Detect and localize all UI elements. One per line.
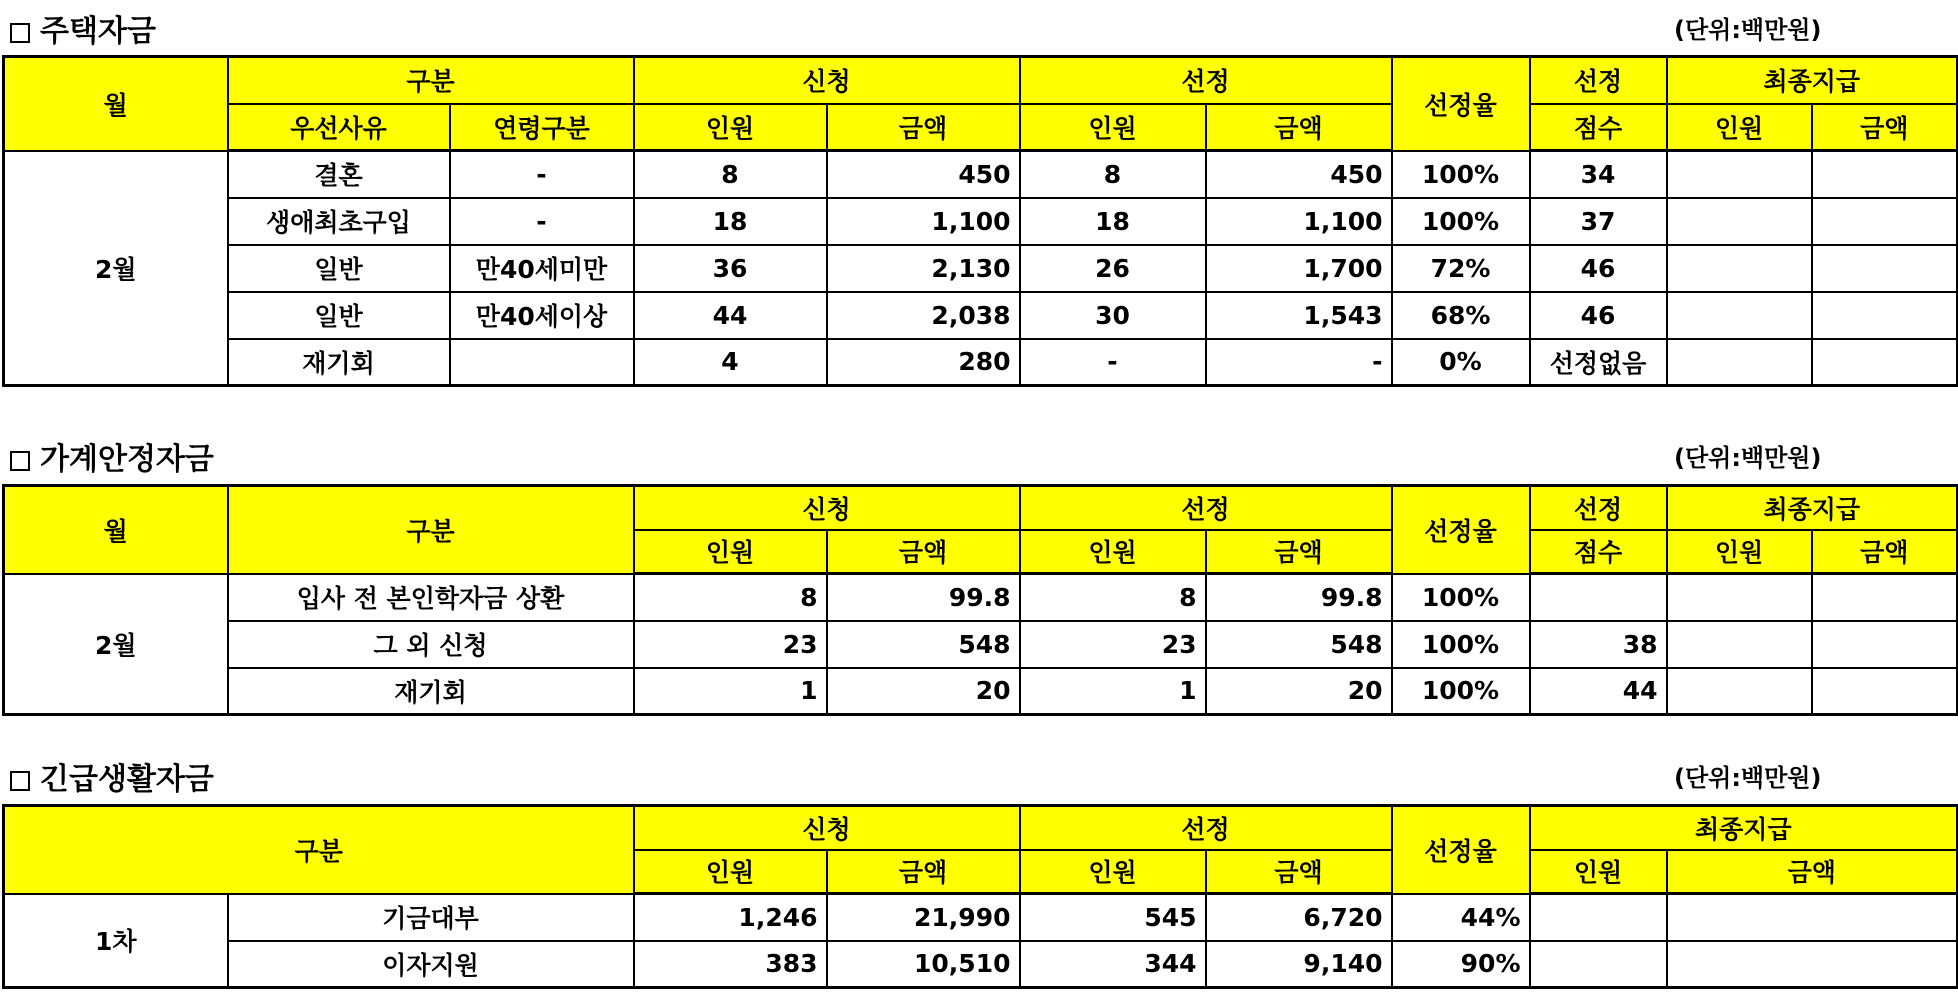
housing-table [2, 55, 1958, 387]
header-priority: 우선사유 [228, 104, 450, 151]
header-final: 최종지급 [1667, 486, 1958, 530]
emergency-header-row-1 [4, 806, 1958, 850]
final-amount-cell [1667, 894, 1958, 941]
housing-header-row-2 [4, 104, 1958, 151]
final-people-cell [1667, 151, 1812, 198]
applied-people-cell: 4 [634, 339, 827, 386]
header-applied-amount: 금액 [827, 104, 1020, 151]
final-people-cell [1530, 941, 1667, 988]
household-table [2, 484, 1958, 716]
header-age-group: 연령구분 [450, 104, 634, 151]
header-selected-people: 인원 [1020, 850, 1206, 894]
priority-cell: 일반 [228, 245, 450, 292]
selected-people-cell: 18 [1020, 198, 1206, 245]
header-final-people: 인원 [1530, 850, 1667, 894]
applied-people-cell: 383 [634, 941, 827, 988]
selected-people-cell: 23 [1020, 621, 1206, 668]
score-cell [1530, 574, 1667, 621]
category-cell: 기금대부 [228, 894, 634, 941]
rate-cell: 0% [1392, 339, 1530, 386]
selected-people-cell: - [1020, 339, 1206, 386]
final-people-cell [1667, 245, 1812, 292]
applied-people-cell: 36 [634, 245, 827, 292]
header-month: 월 [4, 57, 228, 151]
rate-cell: 100% [1392, 574, 1530, 621]
age-cell: - [450, 151, 634, 198]
priority-cell: 일반 [228, 292, 450, 339]
score-cell: 37 [1530, 198, 1667, 245]
applied-amount-cell: 10,510 [827, 941, 1020, 988]
applied-people-cell: 44 [634, 292, 827, 339]
selected-people-cell: 30 [1020, 292, 1206, 339]
final-people-cell [1667, 621, 1812, 668]
selected-people-cell: 8 [1020, 574, 1206, 621]
selected-amount-cell: 9,140 [1206, 941, 1392, 988]
category-cell: 이자지원 [228, 941, 634, 988]
score-cell: 46 [1530, 245, 1667, 292]
priority-cell: 결혼 [228, 151, 450, 198]
applied-people-cell: 1 [634, 668, 827, 715]
selected-people-cell: 26 [1020, 245, 1206, 292]
housing-section-title [10, 14, 156, 50]
selected-people-cell: 8 [1020, 151, 1206, 198]
selected-amount-cell: 6,720 [1206, 894, 1392, 941]
header-applied: 신청 [634, 486, 1020, 530]
checkbox-square-icon [10, 23, 30, 43]
applied-people-cell: 18 [634, 198, 827, 245]
selected-amount-cell: 548 [1206, 621, 1392, 668]
header-month: 월 [4, 486, 228, 574]
final-amount-cell [1812, 621, 1958, 668]
applied-amount-cell: 2,038 [827, 292, 1020, 339]
header-selected: 선정 [1020, 806, 1392, 850]
age-cell: - [450, 198, 634, 245]
header-score-bottom: 점수 [1530, 104, 1667, 151]
table-row [4, 198, 1958, 245]
month-cell: 2월 [4, 574, 228, 715]
emergency-unit-label: (단위:백만원) [1674, 764, 1822, 792]
household-section-title [10, 442, 214, 478]
rate-cell: 68% [1392, 292, 1530, 339]
final-amount-cell [1667, 941, 1958, 988]
checkbox-square-icon [10, 451, 30, 471]
table-row [4, 621, 1958, 668]
table-row [4, 894, 1958, 941]
header-final-people: 인원 [1667, 530, 1812, 574]
final-amount-cell [1812, 574, 1958, 621]
header-final-amount: 금액 [1667, 850, 1958, 894]
checkbox-square-icon [10, 771, 30, 791]
header-applied-amount: 금액 [827, 850, 1020, 894]
final-people-cell [1530, 894, 1667, 941]
applied-people-cell: 23 [634, 621, 827, 668]
header-rate: 선정율 [1392, 57, 1530, 151]
table-row [4, 151, 1958, 198]
rate-cell: 44% [1392, 894, 1530, 941]
header-applied: 신청 [634, 806, 1020, 850]
emergency-title: 긴급생활자금 [40, 762, 214, 797]
table-row [4, 292, 1958, 339]
emergency-table [2, 804, 1958, 989]
header-final-amount: 금액 [1812, 104, 1958, 151]
selected-amount-cell: 1,700 [1206, 245, 1392, 292]
header-score-bottom: 점수 [1530, 530, 1667, 574]
selected-amount-cell: 99.8 [1206, 574, 1392, 621]
rate-cell: 100% [1392, 621, 1530, 668]
applied-people-cell: 8 [634, 151, 827, 198]
selected-amount-cell: 1,543 [1206, 292, 1392, 339]
header-category: 구분 [228, 486, 634, 574]
selected-amount-cell: - [1206, 339, 1392, 386]
header-final: 최종지급 [1667, 57, 1958, 104]
category-cell: 입사 전 본인학자금 상환 [228, 574, 634, 621]
final-people-cell [1667, 292, 1812, 339]
category-cell: 재기회 [228, 668, 634, 715]
header-score-top: 선정 [1530, 57, 1667, 104]
rate-cell: 90% [1392, 941, 1530, 988]
applied-amount-cell: 1,100 [827, 198, 1020, 245]
applied-people-cell: 8 [634, 574, 827, 621]
final-amount-cell [1812, 198, 1958, 245]
header-applied-people: 인원 [634, 850, 827, 894]
selected-people-cell: 1 [1020, 668, 1206, 715]
priority-cell: 생애최초구입 [228, 198, 450, 245]
header-selected-amount: 금액 [1206, 104, 1392, 151]
final-people-cell [1667, 668, 1812, 715]
selected-amount-cell: 1,100 [1206, 198, 1392, 245]
emergency-section-title [10, 762, 214, 798]
selected-people-cell: 545 [1020, 894, 1206, 941]
category-cell: 그 외 신청 [228, 621, 634, 668]
rate-cell: 72% [1392, 245, 1530, 292]
applied-amount-cell: 2,130 [827, 245, 1020, 292]
score-cell: 38 [1530, 621, 1667, 668]
table-row [4, 339, 1958, 386]
table-row [4, 668, 1958, 715]
final-amount-cell [1812, 292, 1958, 339]
final-amount-cell [1812, 151, 1958, 198]
header-category: 구분 [228, 57, 634, 104]
score-cell: 34 [1530, 151, 1667, 198]
score-cell: 46 [1530, 292, 1667, 339]
applied-amount-cell: 21,990 [827, 894, 1020, 941]
score-cell: 44 [1530, 668, 1667, 715]
applied-amount-cell: 548 [827, 621, 1020, 668]
final-amount-cell [1812, 245, 1958, 292]
table-row [4, 941, 1958, 988]
final-people-cell [1667, 574, 1812, 621]
selected-amount-cell: 450 [1206, 151, 1392, 198]
final-amount-cell [1812, 339, 1958, 386]
age-cell: 만40세미만 [450, 245, 634, 292]
final-people-cell [1667, 198, 1812, 245]
selected-people-cell: 344 [1020, 941, 1206, 988]
applied-amount-cell: 20 [827, 668, 1020, 715]
round-cell: 1차 [4, 894, 228, 988]
applied-amount-cell: 99.8 [827, 574, 1020, 621]
header-applied-amount: 금액 [827, 530, 1020, 574]
score-cell: 선정없음 [1530, 339, 1667, 386]
rate-cell: 100% [1392, 668, 1530, 715]
header-final-people: 인원 [1667, 104, 1812, 151]
household-header-row-1 [4, 486, 1958, 530]
header-category: 구분 [4, 806, 634, 894]
rate-cell: 100% [1392, 198, 1530, 245]
rate-cell: 100% [1392, 151, 1530, 198]
final-amount-cell [1812, 668, 1958, 715]
table-row [4, 245, 1958, 292]
header-score-top: 선정 [1530, 486, 1667, 530]
housing-unit-label: (단위:백만원) [1674, 16, 1822, 44]
header-final: 최종지급 [1530, 806, 1958, 850]
priority-cell: 재기회 [228, 339, 450, 386]
header-rate: 선정율 [1392, 486, 1530, 574]
housing-title: 주택자금 [40, 14, 156, 49]
month-cell: 2월 [4, 151, 228, 386]
household-title: 가계안정자금 [40, 442, 214, 477]
header-applied: 신청 [634, 57, 1020, 104]
header-selected-amount: 금액 [1206, 530, 1392, 574]
applied-people-cell: 1,246 [634, 894, 827, 941]
header-final-amount: 금액 [1812, 530, 1958, 574]
header-selected-people: 인원 [1020, 530, 1206, 574]
header-applied-people: 인원 [634, 104, 827, 151]
applied-amount-cell: 280 [827, 339, 1020, 386]
header-applied-people: 인원 [634, 530, 827, 574]
applied-amount-cell: 450 [827, 151, 1020, 198]
header-rate: 선정율 [1392, 806, 1530, 894]
household-unit-label: (단위:백만원) [1674, 444, 1822, 472]
final-people-cell [1667, 339, 1812, 386]
age-cell [450, 339, 634, 386]
selected-amount-cell: 20 [1206, 668, 1392, 715]
age-cell: 만40세이상 [450, 292, 634, 339]
header-selected-people: 인원 [1020, 104, 1206, 151]
header-selected: 선정 [1020, 57, 1392, 104]
header-selected-amount: 금액 [1206, 850, 1392, 894]
table-row [4, 574, 1958, 621]
header-selected: 선정 [1020, 486, 1392, 530]
housing-header-row-1 [4, 57, 1958, 104]
